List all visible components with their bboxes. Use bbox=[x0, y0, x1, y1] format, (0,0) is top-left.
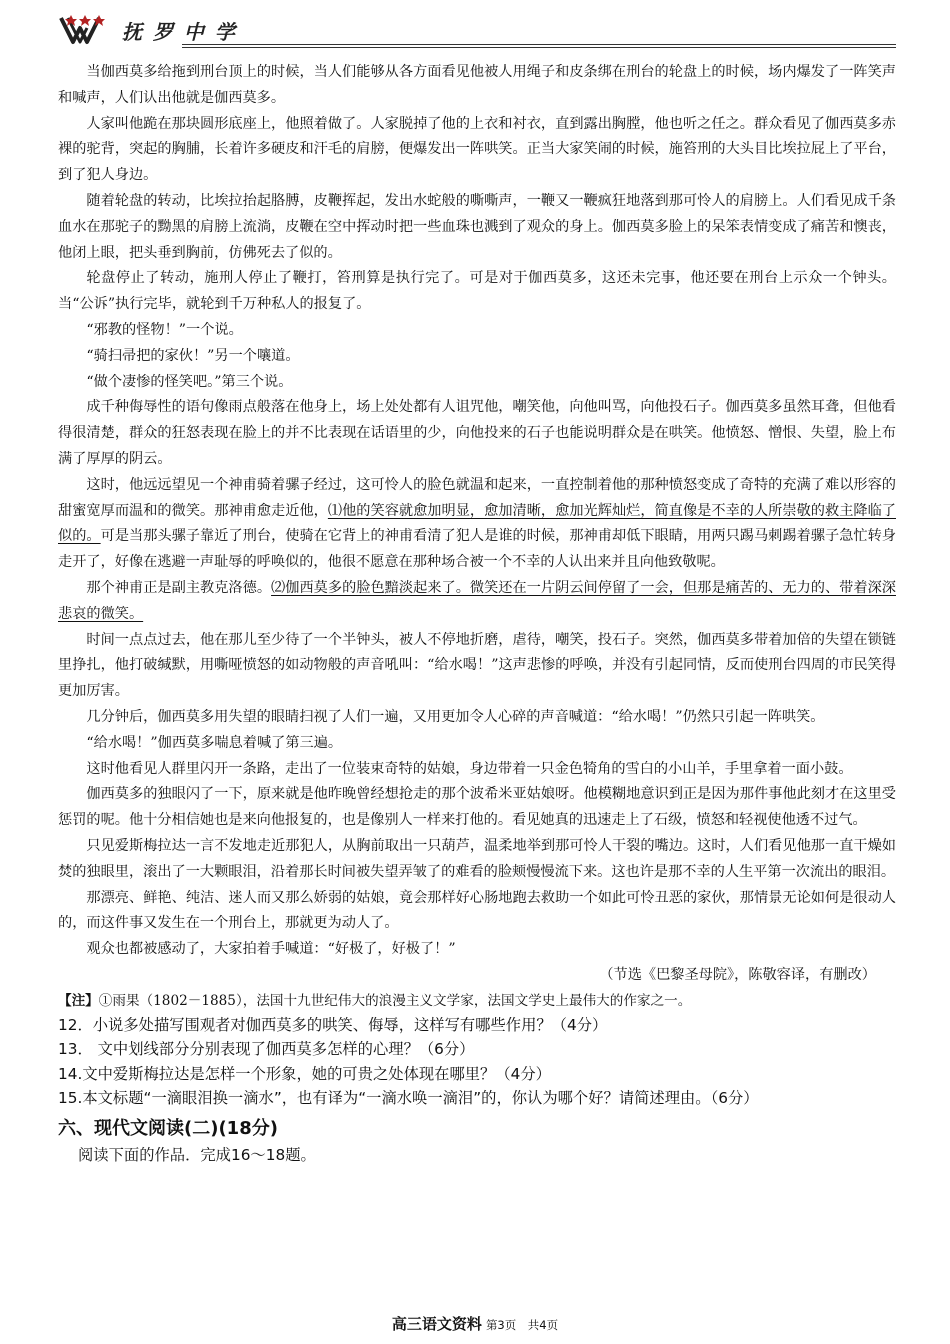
paragraph-1: 当伽西莫多给拖到刑台顶上的时候，当人们能够从各方面看见他被人用绳子和皮条绑在刑台的轮盘上的时候，场内爆发了一阵笑声和喊声，人们认出他就是伽西莫多。 bbox=[58, 64, 896, 106]
section-instruction: 阅读下面的作品．完成16～18题。 bbox=[78, 1145, 316, 1164]
paragraph-9-text: 这时，他远远望见一个神甫骑着骡子经过，这可怜人的脸色就温和起来，一直控制着他的那种愤怒变成了奇特的充满了难以形容的甜蜜宽厚而温和的微笑。那神甫愈走近他， bbox=[58, 476, 896, 519]
document-body bbox=[58, 60, 896, 1167]
question-13: 13． 文中划线部分分别表现了伽西莫多怎样的心理？（6分） bbox=[58, 1040, 475, 1059]
footnote bbox=[58, 989, 896, 1013]
paragraph-3: 随着轮盘的转动，比埃拉抬起胳膊，皮鞭挥起，发出水蛇般的嘶嘶声，一鞭又一鞭疯狂地落到那可怜人的肩膀上。人们看见成千条血水在那驼子的黝黑的肩膀上流淌，皮鞭在空中挥动时把一些血珠也溅到了观众的身上。伽西莫多脸上的呆笨表情变成了痛苦和懊丧，他闭上眼，把头垂到胸前，仿佛死去了似的。 bbox=[58, 192, 896, 261]
paragraph-15: 伽西莫多的独眼闪了一下，原来就是他昨晚曾经想抢走的那个波希米亚姑娘呀。他模糊地意识到正是因为那件事他此刻才在这里受惩罚的呢。他十分相信她也是来向他报复的，也是像别人一样来打他的。看见她真的迅速走上了石级，愤怒和轻视使他透不过气。 bbox=[58, 786, 896, 829]
paragraph-14: 这时他看见人群里闪开一条路，走出了一位装束奇特的姑娘，身边带着一只金色犄角的雪白的小山羊，手里拿着一面小鼓。 bbox=[86, 760, 853, 777]
header-rule bbox=[182, 44, 896, 45]
source-citation: （节选《巴黎圣母院》，陈敬容译，有删改） bbox=[599, 966, 876, 983]
question-14: 14.文中爱斯梅拉达是怎样一个形象，她的可贵之处体现在哪里？（4分） bbox=[58, 1064, 551, 1083]
school-logo-icon bbox=[58, 14, 116, 46]
underlined-passage-1: ⑴他的笑容就愈加明显，愈加清晰，愈加光辉灿烂，简直像是不幸的人所崇敬的救主降临了似的。 bbox=[58, 502, 896, 545]
underlined-passage-2: ⑵伽西莫多的脸色黯淡起来了。微笑还在一片阴云间停留了一会，但那是痛苦的、无力的、带着深深悲哀的微笑。 bbox=[58, 579, 896, 622]
page-footer bbox=[0, 1313, 950, 1334]
footer-title: 高三语文资料 bbox=[391, 1315, 482, 1333]
paragraph-6: “骑扫帚把的家伙！”另一个嚷道。 bbox=[86, 347, 300, 364]
paragraph-5: “邪教的怪物！”一个说。 bbox=[86, 321, 243, 338]
paragraph-18: 观众也都被感动了，大家拍着手喊道：“好极了，好极了！” bbox=[86, 941, 456, 958]
paragraph-10-text: 那个神甫正是副主教克洛德。 bbox=[86, 579, 272, 596]
question-15: 15.本文标题“一滴眼泪换一滴水”，也有译为“一滴水唤一滴泪”的，你认为哪个好？请简述理由。（6分） bbox=[58, 1089, 759, 1108]
school-name: 抚 罗 中 学 bbox=[122, 19, 237, 44]
paragraph-10 bbox=[58, 576, 896, 628]
paragraph-13: “给水喝！”伽西莫多喘息着喊了第三遍。 bbox=[86, 734, 343, 751]
paragraph-7: “做个凄惨的怪笑吧。”第三个说。 bbox=[86, 373, 293, 390]
paragraph-4: 轮盘停止了转动，施刑人停止了鞭打，笞刑算是执行完了。可是对于伽西莫多，这还未完事，他还要在刑台上示众一个钟头。当“公诉”执行完毕，就轮到千万种私人的报复了。 bbox=[58, 270, 896, 313]
footnote-tag: 【注】 bbox=[58, 992, 99, 1009]
footnote-text: ①雨果（1802－1885），法国十九世纪伟大的浪漫主义文学家，法国文学史上最伟大的作家之一。 bbox=[98, 992, 692, 1009]
page-number: 第3页 共4页 bbox=[485, 1318, 559, 1332]
paragraph-17: 那漂亮、鲜艳、纯洁、迷人而又那么娇弱的姑娘，竟会那样好心肠地跑去救助一个如此可怜丑恶的家伙，那情景无论如何是很动人的，而这件事又发生在一个刑台上，那就更为动人了。 bbox=[58, 889, 896, 932]
paragraph-12: 几分钟后，伽西莫多用失望的眼睛扫视了人们一遍，又用更加令人心碎的声音喊道：“给水喝！”仍然只引起一阵哄笑。 bbox=[86, 708, 825, 725]
page-header bbox=[58, 14, 896, 48]
header-rule-2 bbox=[182, 47, 896, 48]
paragraph-9 bbox=[58, 473, 896, 576]
paragraph-8: 成千种侮辱性的语句像雨点般落在他身上，场上处处都有人诅咒他，嘲笑他，向他叫骂，向他投石子。伽西莫多虽然耳聋，但他看得很清楚，群众的狂怒表现在脸上的并不比表现在话语里的少，向他投来的石子也能说明群众是在哄笑。他愤怒、憎恨、失望，脸上布满了厚厚的阴云。 bbox=[58, 399, 896, 467]
paragraph-16: 只见爱斯梅拉达一言不发地走近那犯人，从胸前取出一只葫芦，温柔地举到那可怜人干裂的嘴边。这时，人们看见他那一直干燥如焚的独眼里，滚出了一大颗眼泪，沿着那长时间被失望弄皱了的难看的脸颊慢慢流下来。这也许是那不幸的人生平第一次流出的眼泪。 bbox=[58, 837, 896, 880]
section-title: 六、现代文阅读(二)(18分) bbox=[58, 1117, 278, 1139]
question-12: 12．小说多处描写围观者对伽西莫多的哄笑、侮辱，这样写有哪些作用？（4分） bbox=[58, 1015, 608, 1034]
school-logo bbox=[58, 14, 237, 46]
paragraph-11: 时间一点点过去，他在那儿至少待了一个半钟头，被人不停地折磨，虐待，嘲笑，投石子。突然，伽西莫多带着加倍的失望在锁链里挣扎，他打破缄默，用嘶哑愤怒的如动物般的声音吼叫：“给水喝！”这声悲惨的呼唤，并没有引起同情，反而使刑台四周的市民笑得更加厉害。 bbox=[58, 631, 896, 700]
paragraph-9-text-end: 可是当那头骡子靠近了刑台，使骑在它背上的神甫看清了犯人是谁的时候，那神甫却低下眼睛，用两只踢马刺踢着骡子急忙转身走开了，好像在逃避一声耻辱的呼唤似的，他很不愿意在那种场合被一个不幸的人认出来并且向他致敬呢。 bbox=[58, 528, 896, 571]
paragraph-2: 人家叫他跪在那块圆形底座上，他照着做了。人家脱掉了他的上衣和衬衣，直到露出胸膛，他也听之任之。群众看见了伽西莫多赤裸的驼背，突起的胸脯，长着许多硬皮和汗毛的肩膀，便爆发出一阵哄笑。正当大家笑闹的时候，施笞刑的大头目比埃拉屁上了平台，到了犯人身边。 bbox=[58, 115, 896, 184]
